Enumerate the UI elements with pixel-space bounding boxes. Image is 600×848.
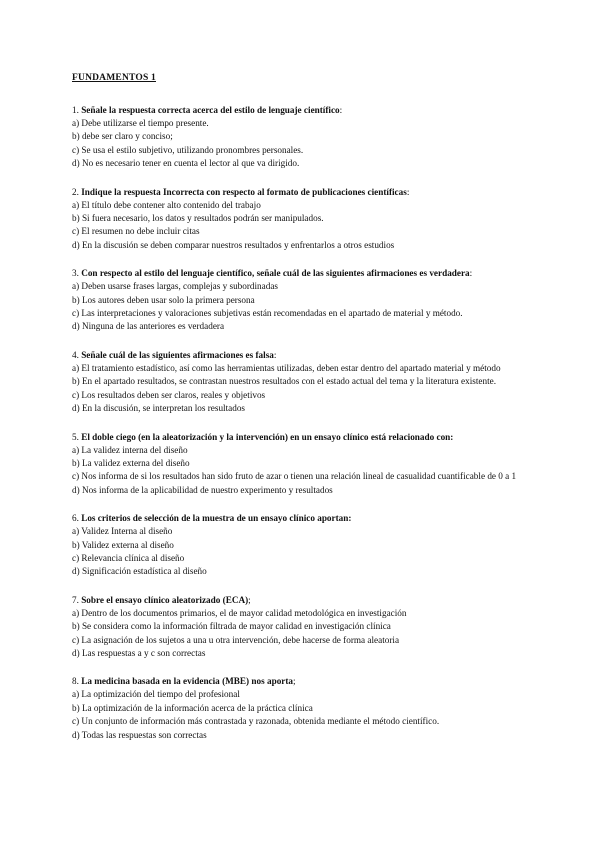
question-suffix: : bbox=[273, 349, 277, 360]
question-stem bbox=[72, 103, 530, 117]
option-d: d) Ninguna de las anteriores es verdadera bbox=[72, 321, 225, 332]
question-5 bbox=[72, 430, 530, 498]
question-text: El doble ciego (en la aleatorización y la intervención) en un ensayo clínico está relacionado con: bbox=[81, 431, 454, 442]
document-page bbox=[72, 72, 530, 756]
question-text: Señale cuál de las siguientes afirmaciones es falsa bbox=[81, 349, 274, 360]
option-d: d) Todas las respuestas son correctas bbox=[72, 729, 207, 740]
option-d: d) En la discusión, se interpretan los resultados bbox=[72, 403, 245, 414]
option-b: b) La optimización de la información acerca de la práctica clínica bbox=[72, 702, 313, 713]
option-a: a) Debe utilizarse el tiempo presente. bbox=[72, 118, 209, 128]
option-d: d) Nos informa de la aplicabilidad de nuestro experimento y resultados bbox=[72, 484, 333, 495]
question-suffix: ; bbox=[248, 594, 251, 605]
question-number: 6. bbox=[72, 513, 79, 524]
question-number: 5. bbox=[72, 431, 79, 442]
option-c: c) Los resultados deben ser claros, reales y objetivos bbox=[72, 389, 266, 400]
option-d: d) Las respuestas a y c son correctas bbox=[72, 647, 206, 658]
option-b: b) Si fuera necesario, los datos y resultados podrán ser manipulados. bbox=[72, 213, 324, 224]
option-b: b) La validez externa del diseño bbox=[72, 457, 190, 468]
question-8 bbox=[72, 674, 530, 742]
option-c: c) Se usa el estilo subjetivo, utilizando pronombres personales. bbox=[72, 144, 304, 155]
question-text: Indique la respuesta Incorrecta con respecto al formato de publicaciones científicas bbox=[81, 186, 407, 197]
option-c: c) Nos informa de si los resultados han sido fruto de azar o tienen una relación lineal de casualidad cuantificable de 0 a 1 bbox=[72, 471, 517, 482]
document-title: FUNDAMENTOS 1 bbox=[72, 73, 156, 83]
question-stem bbox=[72, 593, 530, 607]
question-4 bbox=[72, 348, 530, 416]
question-stem bbox=[72, 266, 530, 280]
question-suffix: : bbox=[469, 268, 473, 279]
option-c: c) El resumen no debe incluir citas bbox=[72, 226, 200, 237]
question-stem bbox=[72, 511, 530, 525]
question-suffix: ; bbox=[293, 676, 296, 687]
question-text: Señale la respuesta correcta acerca del estilo de lenguaje científico bbox=[81, 105, 340, 115]
question-stem bbox=[72, 430, 530, 444]
question-number: 1. bbox=[72, 105, 79, 115]
option-c: c) Un conjunto de información más contrastada y razonada, obtenida mediante el método científico. bbox=[72, 716, 440, 727]
question-number: 3. bbox=[72, 268, 79, 279]
question-suffix: : bbox=[406, 186, 410, 197]
option-b: b) En el apartado resultados, se contrastan nuestros resultados con el estado actual del tema y la literatura existente. bbox=[72, 376, 497, 387]
option-a: a) Dentro de los documentos primarios, el de mayor calidad metodológica en investigación bbox=[72, 607, 407, 618]
question-text: Con respecto al estilo del lenguaje científico, señale cuál de las siguientes afirmaciones es verdadera bbox=[81, 268, 470, 279]
question-2 bbox=[72, 185, 530, 253]
question-suffix: : bbox=[339, 105, 343, 115]
option-c: c) Relevancia clínica al diseño bbox=[72, 552, 185, 563]
option-a: a) El título debe contener alto contenido del trabajo bbox=[72, 199, 261, 210]
question-1 bbox=[72, 103, 530, 171]
option-a: a) El tratamiento estadístico, así como las herramientas utilizadas, deben estar dentro del apartado material y método bbox=[72, 362, 501, 373]
option-b: b) debe ser claro y conciso; bbox=[72, 131, 173, 142]
question-number: 7. bbox=[72, 594, 79, 605]
question-6 bbox=[72, 511, 530, 579]
option-a: a) Deben usarse frases largas, complejas y subordinadas bbox=[72, 281, 278, 292]
option-b: b) Los autores deben usar solo la primera persona bbox=[72, 294, 255, 305]
option-a: a) La optimización del tiempo del profesional bbox=[72, 689, 240, 700]
question-7 bbox=[72, 593, 530, 661]
option-d: d) Significación estadística al diseño bbox=[72, 566, 207, 577]
question-text: Los criterios de selección de la muestra de un ensayo clínico aportan: bbox=[81, 513, 352, 524]
option-a: a) Validez Interna al diseño bbox=[72, 526, 173, 537]
question-number: 4. bbox=[72, 349, 79, 360]
question-stem bbox=[72, 185, 530, 199]
option-d: d) En la discusión se deben comparar nuestros resultados y enfrentarlos a otros estudios bbox=[72, 239, 395, 250]
question-stem bbox=[72, 674, 530, 688]
option-b: b) Validez externa al diseño bbox=[72, 539, 174, 550]
option-b: b) Se considera como la información filtrada de mayor calidad en investigación clínica bbox=[72, 621, 391, 632]
option-d: d) No es necesario tener en cuenta el lector al que va dirigido. bbox=[72, 158, 300, 169]
question-number: 2. bbox=[72, 186, 79, 197]
question-stem bbox=[72, 348, 530, 362]
option-c: c) La asignación de los sujetos a una u otra intervención, debe hacerse de forma aleatoria bbox=[72, 634, 400, 645]
question-number: 8. bbox=[72, 676, 79, 687]
option-c: c) Las interpretaciones y valoraciones subjetivas están recomendadas en el apartado de material y método. bbox=[72, 308, 463, 319]
question-text: Sobre el ensayo clínico aleatorizado (ECA) bbox=[81, 594, 249, 605]
question-text: La medicina basada en la evidencia (MBE) nos aporta bbox=[81, 676, 294, 687]
question-3 bbox=[72, 266, 530, 334]
option-a: a) La validez interna del diseño bbox=[72, 444, 188, 455]
